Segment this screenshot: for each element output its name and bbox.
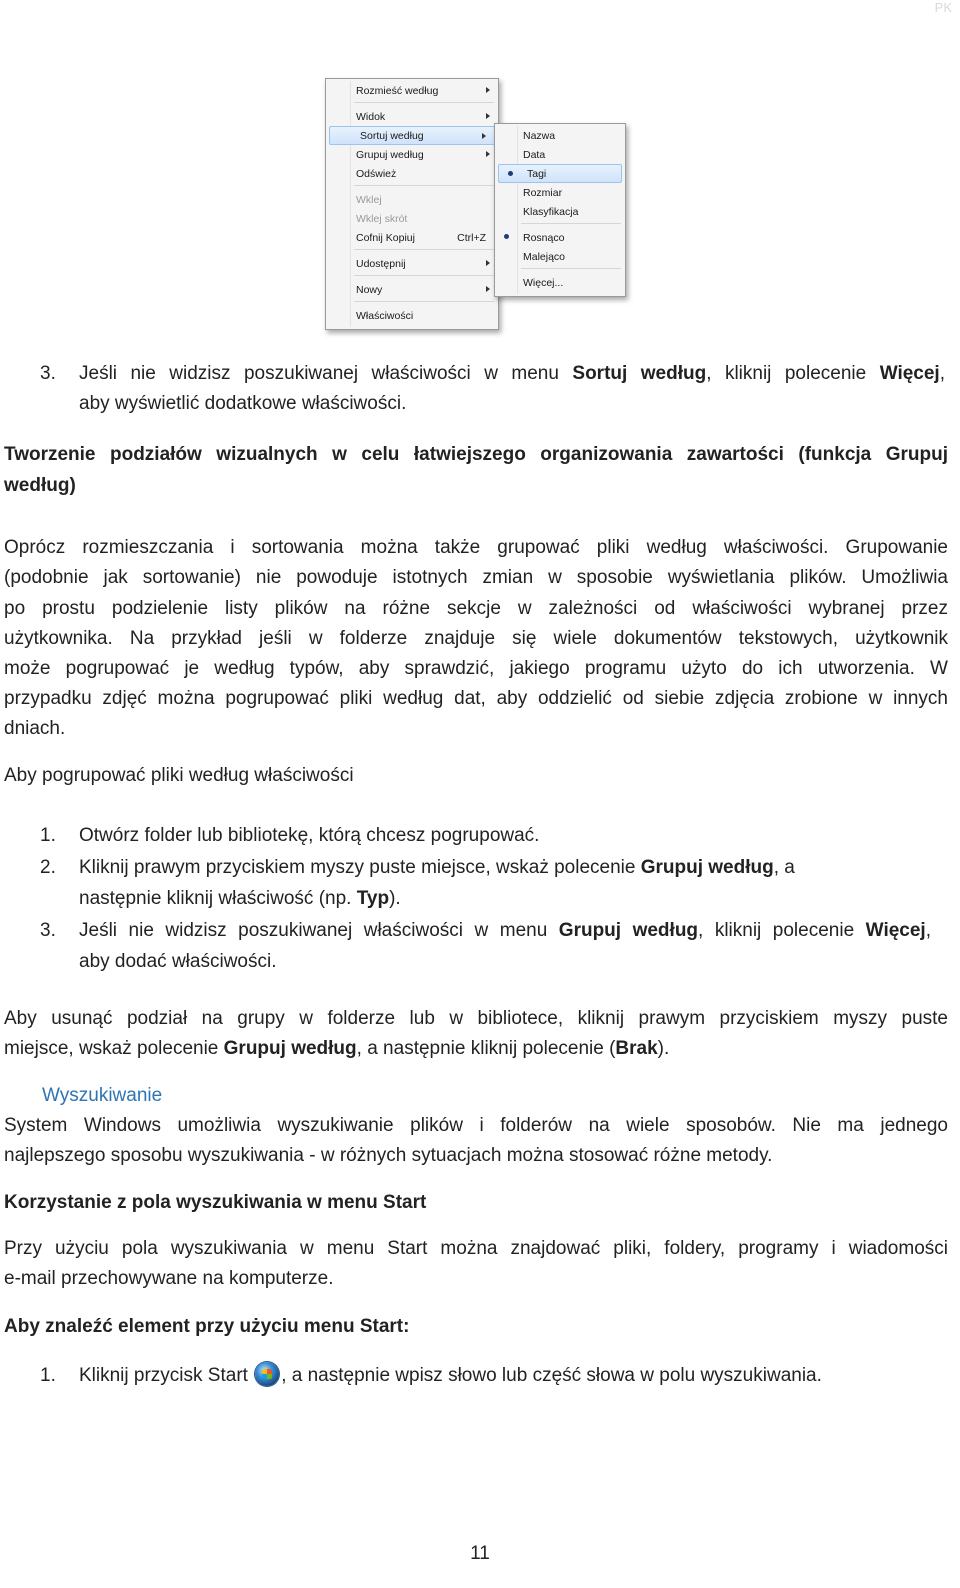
chevron-right-icon (486, 260, 490, 266)
menu-item-new[interactable]: Nowy (326, 280, 498, 299)
submenu-item-tags[interactable]: Tagi (498, 164, 622, 183)
menu-item-share[interactable]: Udostępnij (326, 254, 498, 273)
submenu-item-descending[interactable]: Malejąco (523, 250, 566, 263)
menu-separator (521, 223, 621, 224)
menu-item-arrange-by[interactable]: Rozmieść według (326, 81, 498, 100)
list-item-text: Jeśli nie widzisz poszukiwanej właściwości w menu Sortuj według, kliknij polecenie Więcej, (79, 363, 945, 384)
shortcut-label: Ctrl+Z (457, 231, 486, 244)
submenu-item-size[interactable]: Rozmiar (523, 186, 563, 199)
menu-item-group-by[interactable]: Grupuj według (326, 145, 498, 164)
corner-mark: PK (934, 0, 952, 15)
chevron-right-icon (482, 133, 486, 139)
menu-separator (354, 249, 494, 250)
paragraph-line: może pogrupować je według typów, aby sprawdzić, jakiego programu użyto do ich utworzenia. W (4, 658, 948, 679)
menu-separator (354, 102, 494, 103)
section-heading: według) (4, 475, 76, 496)
submenu-item-ascending[interactable]: Rosnąco (495, 228, 625, 247)
submenu-item-more[interactable]: Więcej... (523, 276, 564, 289)
paragraph-line: Przy użyciu pola wyszukiwania w menu Start można znajdować pliki, foldery, programy i wiadomości (4, 1238, 948, 1259)
paragraph-line: przypadku zdjęć można pogrupować pliki według dat, aby oddzielić od siebie zdjęcia zrobione w innych (4, 688, 948, 709)
paragraph-line: System Windows umożliwia wyszukiwanie plików i folderów na wiele sposobów. Nie ma jednego (4, 1115, 948, 1136)
submenu-item-date[interactable]: Data (523, 148, 546, 161)
paragraph-line: najlepszego sposobu wyszukiwania - w różnych sytuacjach można stosować różne metody. (4, 1145, 773, 1166)
section-heading: Korzystanie z pola wyszukiwania w menu Start (4, 1192, 427, 1213)
paragraph-line: Oprócz rozmieszczania i sortowania można także grupować pliki według właściwości. Grupowanie (4, 537, 948, 558)
section-heading: Aby znaleźć element przy użyciu menu Start: (4, 1316, 410, 1337)
sort-submenu (494, 123, 626, 297)
context-menu (325, 78, 499, 330)
list-number: 1. (40, 1365, 56, 1386)
submenu-item-rating[interactable]: Klasyfikacja (523, 205, 579, 218)
chevron-right-icon (486, 151, 490, 157)
paragraph-line: dniach. (4, 718, 66, 739)
paragraph-line: e-mail przechowywane na komputerze. (4, 1268, 334, 1289)
windows-start-icon (255, 1362, 279, 1386)
menu-item-properties[interactable]: Właściwości (356, 309, 414, 322)
menu-item-paste-shortcut: Wklej skrót (356, 212, 408, 225)
chevron-right-icon (486, 87, 490, 93)
menu-separator (521, 268, 621, 269)
chevron-right-icon (486, 113, 490, 119)
paragraph-line: miejsce, wskaż polecenie Grupuj według, a następnie kliknij polecenie (Brak). (4, 1038, 670, 1059)
menu-separator (354, 185, 494, 186)
menu-item-sort-by[interactable]: Sortuj według (329, 126, 495, 145)
section-heading-search: Wyszukiwanie (42, 1085, 163, 1106)
list-item-text: aby dodać właściwości. (79, 951, 277, 972)
page-number: 11 (470, 1543, 490, 1564)
menu-item-refresh[interactable]: Odśwież (356, 167, 397, 180)
list-item-text: Otwórz folder lub bibliotekę, którą chcesz pogrupować. (79, 825, 540, 846)
list-item-text: aby wyświetlić dodatkowe właściwości. (79, 393, 407, 414)
menu-separator (354, 275, 494, 276)
context-menu-screenshot (325, 78, 635, 330)
list-item-text: następnie kliknij właściwość (np. Typ). (79, 888, 401, 909)
list-number: 3. (40, 920, 56, 941)
menu-item-paste: Wklej (356, 193, 382, 206)
list-number: 2. (40, 857, 56, 878)
radio-dot-icon (504, 234, 509, 239)
list-item-text: Jeśli nie widzisz poszukiwanej właściwości w menu Grupuj według, kliknij polecenie Więcej, (79, 920, 931, 941)
subheading: Aby pogrupować pliki według właściwości (4, 765, 354, 786)
list-item-text: Kliknij przycisk Start , a następnie wpisz słowo lub część słowa w polu wyszukiwania. (79, 1361, 822, 1391)
list-number: 1. (40, 825, 56, 846)
menu-item-view[interactable]: Widok (326, 107, 498, 126)
radio-dot-icon (508, 171, 513, 176)
list-number: 3. (40, 363, 56, 384)
submenu-item-name[interactable]: Nazwa (523, 129, 556, 142)
list-item-text: Kliknij prawym przyciskiem myszy puste miejsce, wskaż polecenie Grupuj według, a (79, 857, 795, 878)
paragraph-line: po prostu podzielenie listy plików na różne sekcje w zależności od właściwości wybranej przez (4, 598, 948, 619)
menu-separator (354, 301, 494, 302)
menu-item-undo-copy[interactable]: Cofnij Kopiuj Ctrl+Z (356, 231, 486, 244)
section-heading: Tworzenie podziałów wizualnych w celu łatwiejszego organizowania zawartości (funkcja Grupuj (4, 444, 948, 465)
chevron-right-icon (486, 286, 490, 292)
paragraph-line: Aby usunąć podział na grupy w folderze lub w bibliotece, kliknij prawym przyciskiem myszy puste (4, 1008, 948, 1029)
paragraph-line: (podobnie jak sortowanie) nie powoduje istotnych zmian w sposobie wyświetlania plików. Umożliwia (4, 567, 948, 588)
paragraph-line: użytkownika. Na przykład jeśli w folderze znajduje się wiele dokumentów tekstowych, użytkownik (4, 628, 948, 649)
